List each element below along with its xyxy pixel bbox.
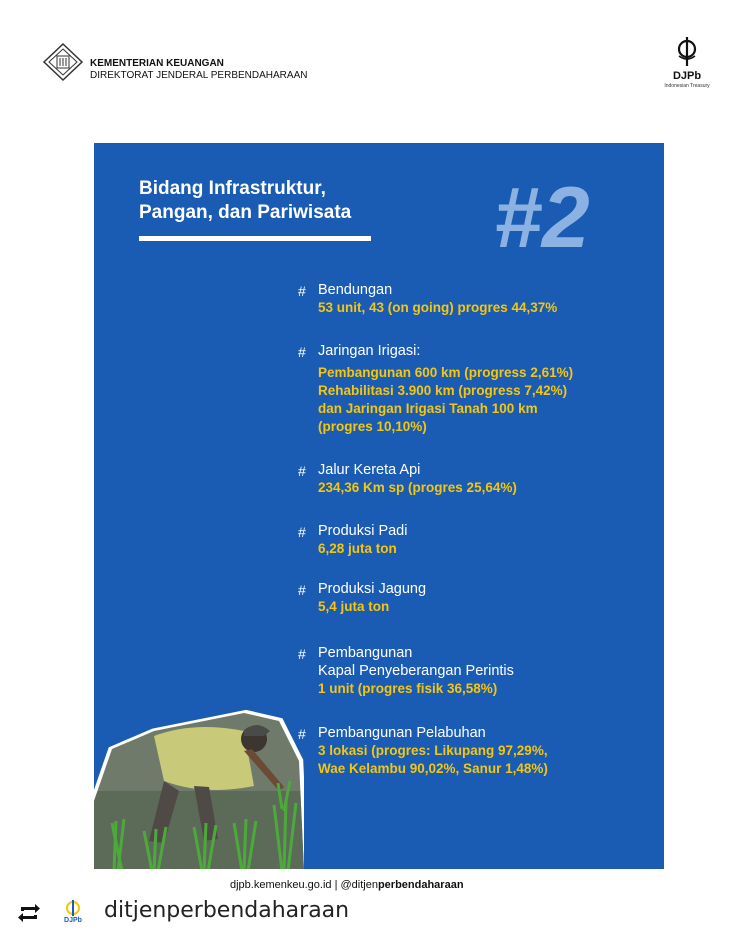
org-name-line1: KEMENTERIAN KEUANGAN	[90, 58, 224, 69]
list-item	[298, 580, 638, 616]
item-value: 5,4 juta ton	[318, 599, 390, 614]
source-caption	[230, 879, 464, 891]
djpb-emblem-icon	[675, 36, 699, 68]
repost-icon[interactable]	[16, 900, 42, 926]
item-value: 53 unit, 43 (on going) progres 44,37%	[318, 300, 558, 315]
username-link[interactable]: ditjenperbendaharaan	[104, 898, 350, 923]
list-item	[298, 281, 638, 317]
item-label: Pembangunan Pelabuhan	[318, 725, 486, 741]
list-item	[298, 522, 638, 558]
item-value: Rehabilitasi 3.900 km (progress 7,42%)	[318, 383, 568, 398]
item-label: Jaringan Irigasi:	[318, 343, 421, 359]
avatar[interactable]	[56, 897, 90, 931]
card-title-line2: Pangan, dan Pariwisata	[139, 202, 352, 223]
item-value: 234,36 Km sp (progres 25,64%)	[318, 480, 517, 495]
item-list	[298, 281, 638, 778]
avatar-text: DJPb	[64, 917, 82, 924]
item-value: 3 lokasi (progres: Likupang 97,29%,	[318, 743, 548, 758]
avatar-emblem-icon	[56, 897, 90, 931]
djpb-brand-name: DJPb	[672, 70, 702, 82]
bullet-hash: #	[298, 344, 306, 360]
repost-bar	[0, 892, 750, 938]
item-value: Wae Kelambu 90,02%, Sanur 1,48%)	[318, 761, 548, 776]
djpb-logo	[664, 36, 710, 90]
djpb-brand-subtitle: Indonesian Treasury	[664, 83, 710, 89]
bullet-hash: #	[298, 283, 306, 299]
item-label: Bendungan	[318, 282, 393, 298]
list-item	[298, 644, 638, 698]
item-value: 1 unit (progres fisik 36,58%)	[318, 681, 498, 696]
item-value: Pembangunan 600 km (progress 2,61%)	[318, 365, 574, 380]
bullet-hash: #	[298, 463, 306, 479]
item-label: Jalur Kereta Api	[318, 462, 421, 478]
section-number: #2	[494, 170, 590, 266]
bullet-hash: #	[298, 524, 306, 540]
org-name	[90, 58, 307, 82]
kemenkeu-logo-icon	[42, 42, 84, 84]
title-underline	[139, 236, 371, 241]
bullet-hash: #	[298, 646, 306, 662]
item-label: Produksi Padi	[318, 523, 408, 539]
item-label-line2: Kapal Penyeberangan Perintis	[318, 663, 514, 679]
item-label: Pembangunan	[318, 645, 413, 661]
org-name-line2: DIREKTORAT JENDERAL PERBENDAHARAAN	[90, 70, 308, 81]
item-value: 6,28 juta ton	[318, 541, 397, 556]
item-label: Produksi Jagung	[318, 581, 427, 597]
page-header	[0, 0, 750, 110]
item-value: dan Jaringan Irigasi Tanah 100 km	[318, 401, 538, 416]
bullet-hash: #	[298, 582, 306, 598]
bullet-hash: #	[298, 726, 306, 742]
list-item	[298, 724, 638, 778]
item-value: (progres 10,10%)	[318, 419, 427, 434]
source-caption-prefix: djpb.kemenkeu.go.id | @ditjen	[230, 879, 378, 891]
card-title-line1: Bidang Infrastruktur,	[139, 178, 326, 199]
list-item	[298, 342, 638, 436]
farmer-photo	[94, 691, 304, 869]
card-title	[139, 177, 439, 225]
list-item	[298, 461, 638, 497]
source-caption-bold: perbendaharaan	[377, 879, 464, 891]
infographic-card	[94, 143, 664, 869]
